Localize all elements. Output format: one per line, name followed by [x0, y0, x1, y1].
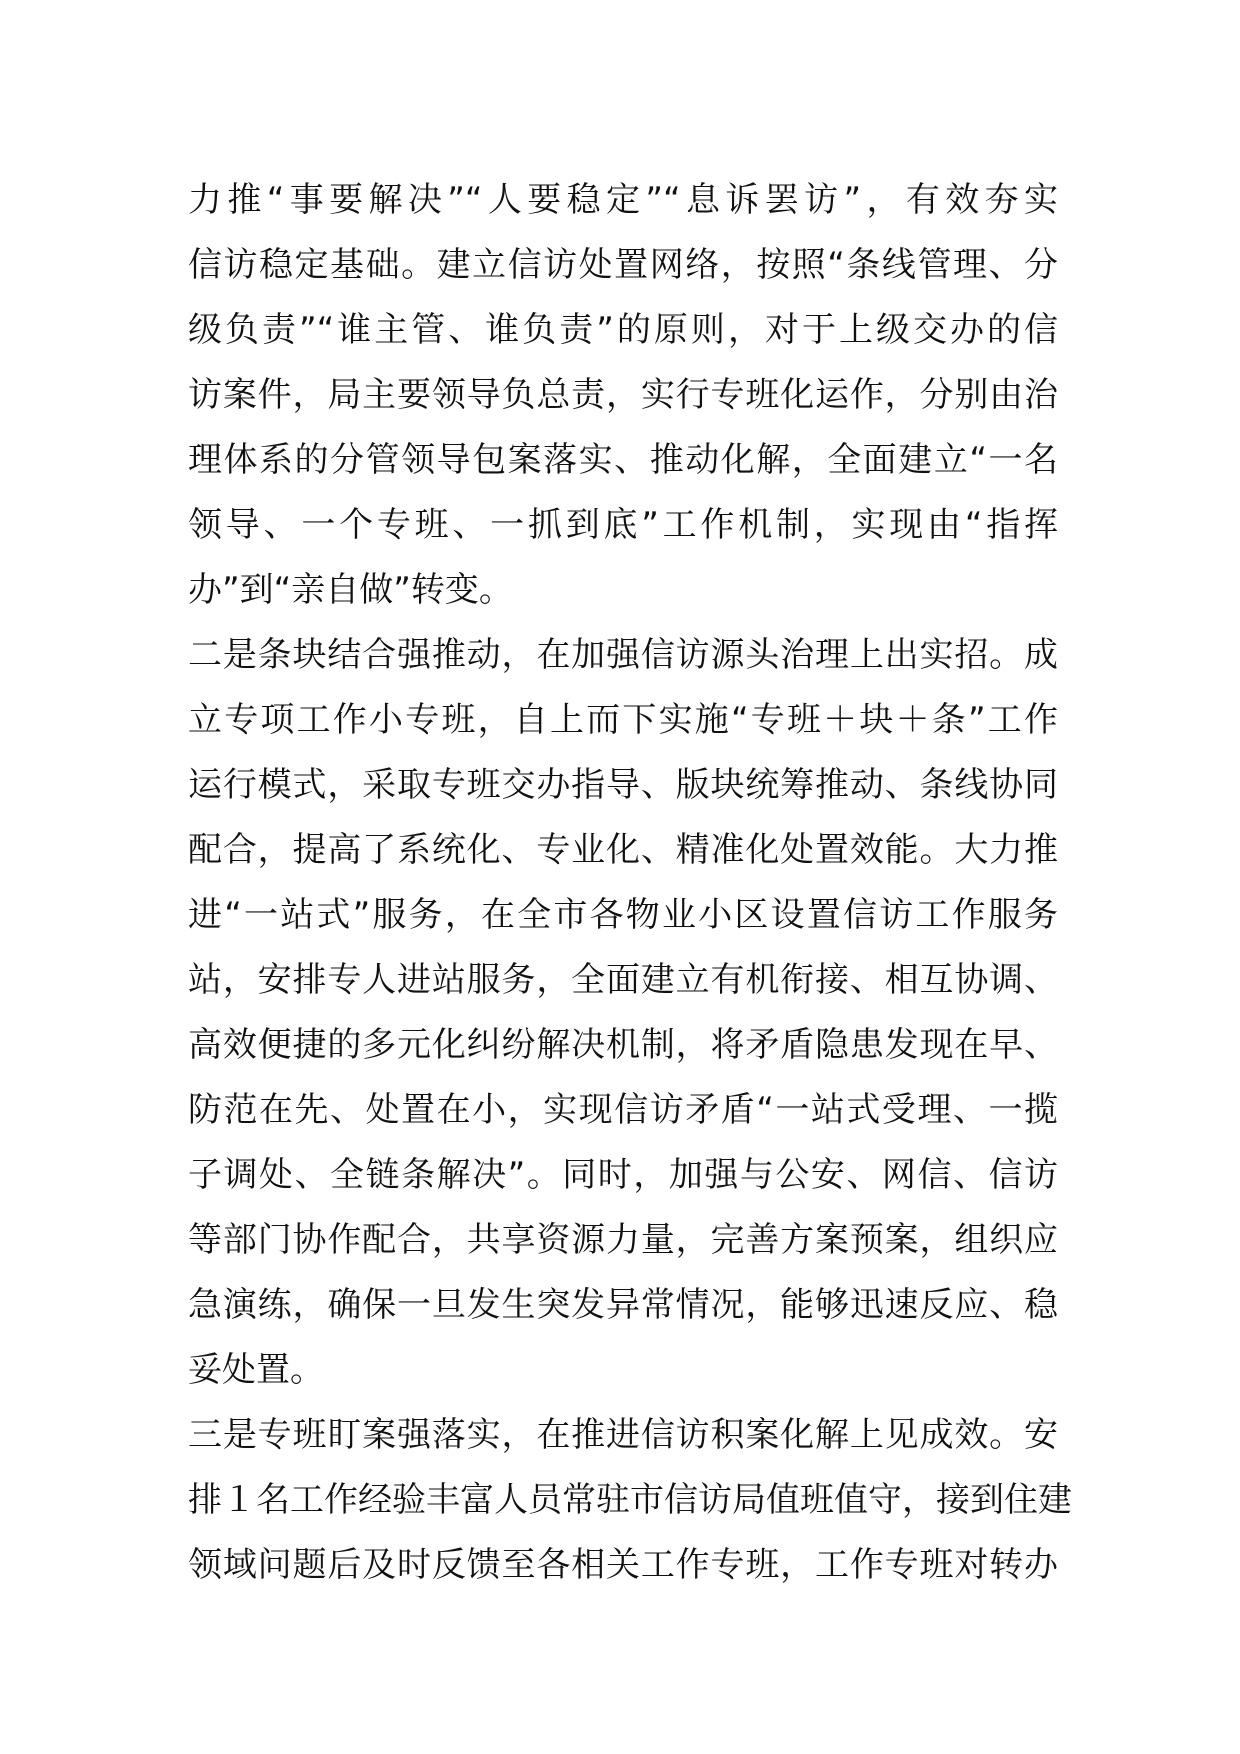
text-line: 妥处置。	[188, 1350, 324, 1390]
text-line: 排１名工作经验丰富人员常驻市信访局值班值守，接到住建	[188, 1480, 1072, 1520]
text-line: 站，安排专人进站服务，全面建立有机衔接、相互协调、	[188, 960, 1058, 1000]
text-line: 理体系的分管领导包案落实、推动化解，全面建立“一名	[188, 440, 1058, 480]
text-line: 防范在先、处置在小，实现信访矛盾“一站式受理、一揽	[188, 1090, 1058, 1130]
document-body	[188, 168, 1072, 1598]
text-line: 二是条块结合强推动，在加强信访源头治理上出实招。成	[188, 635, 1058, 675]
text-line: 急演练，确保一旦发生突发异常情况，能够迅速反应、稳	[188, 1285, 1058, 1325]
text-line: 级负责”“谁主管、谁负责”的原则，对于上级交办的信	[188, 310, 1058, 350]
text-line: 访案件，局主要领导负总责，实行专班化运作，分别由治	[188, 375, 1058, 415]
text-line: 领导、一个专班、一抓到底”工作机制，实现由“指挥	[188, 505, 1058, 545]
text-line: 领域问题后及时反馈至各相关工作专班，工作专班对转办	[188, 1545, 1058, 1585]
text-line: 三是专班盯案强落实，在推进信访积案化解上见成效。安	[188, 1415, 1058, 1455]
text-line: 子调处、全链条解决”。同时，加强与公安、网信、信访	[188, 1155, 1058, 1195]
text-line: 配合，提高了系统化、专业化、精准化处置效能。大力推	[188, 830, 1058, 870]
text-line: 立专项工作小专班，自上而下实施“专班＋块＋条”工作	[188, 700, 1058, 740]
text-line: 运行模式，采取专班交办指导、版块统筹推动、条线协同	[188, 765, 1058, 805]
text-line: 办”到“亲自做”转变。	[188, 570, 513, 610]
text-line: 信访稳定基础。建立信访处置网络，按照“条线管理、分	[188, 245, 1058, 285]
text-line: 等部门协作配合，共享资源力量，完善方案预案，组织应	[188, 1220, 1058, 1260]
text-line: 高效便捷的多元化纠纷解决机制，将矛盾隐患发现在早、	[188, 1025, 1058, 1065]
text-line: 力推“事要解决”“人要稳定”“息诉罢访”，有效夯实	[188, 180, 1058, 220]
text-line: 进“一站式”服务，在全市各物业小区设置信访工作服务	[188, 895, 1058, 935]
